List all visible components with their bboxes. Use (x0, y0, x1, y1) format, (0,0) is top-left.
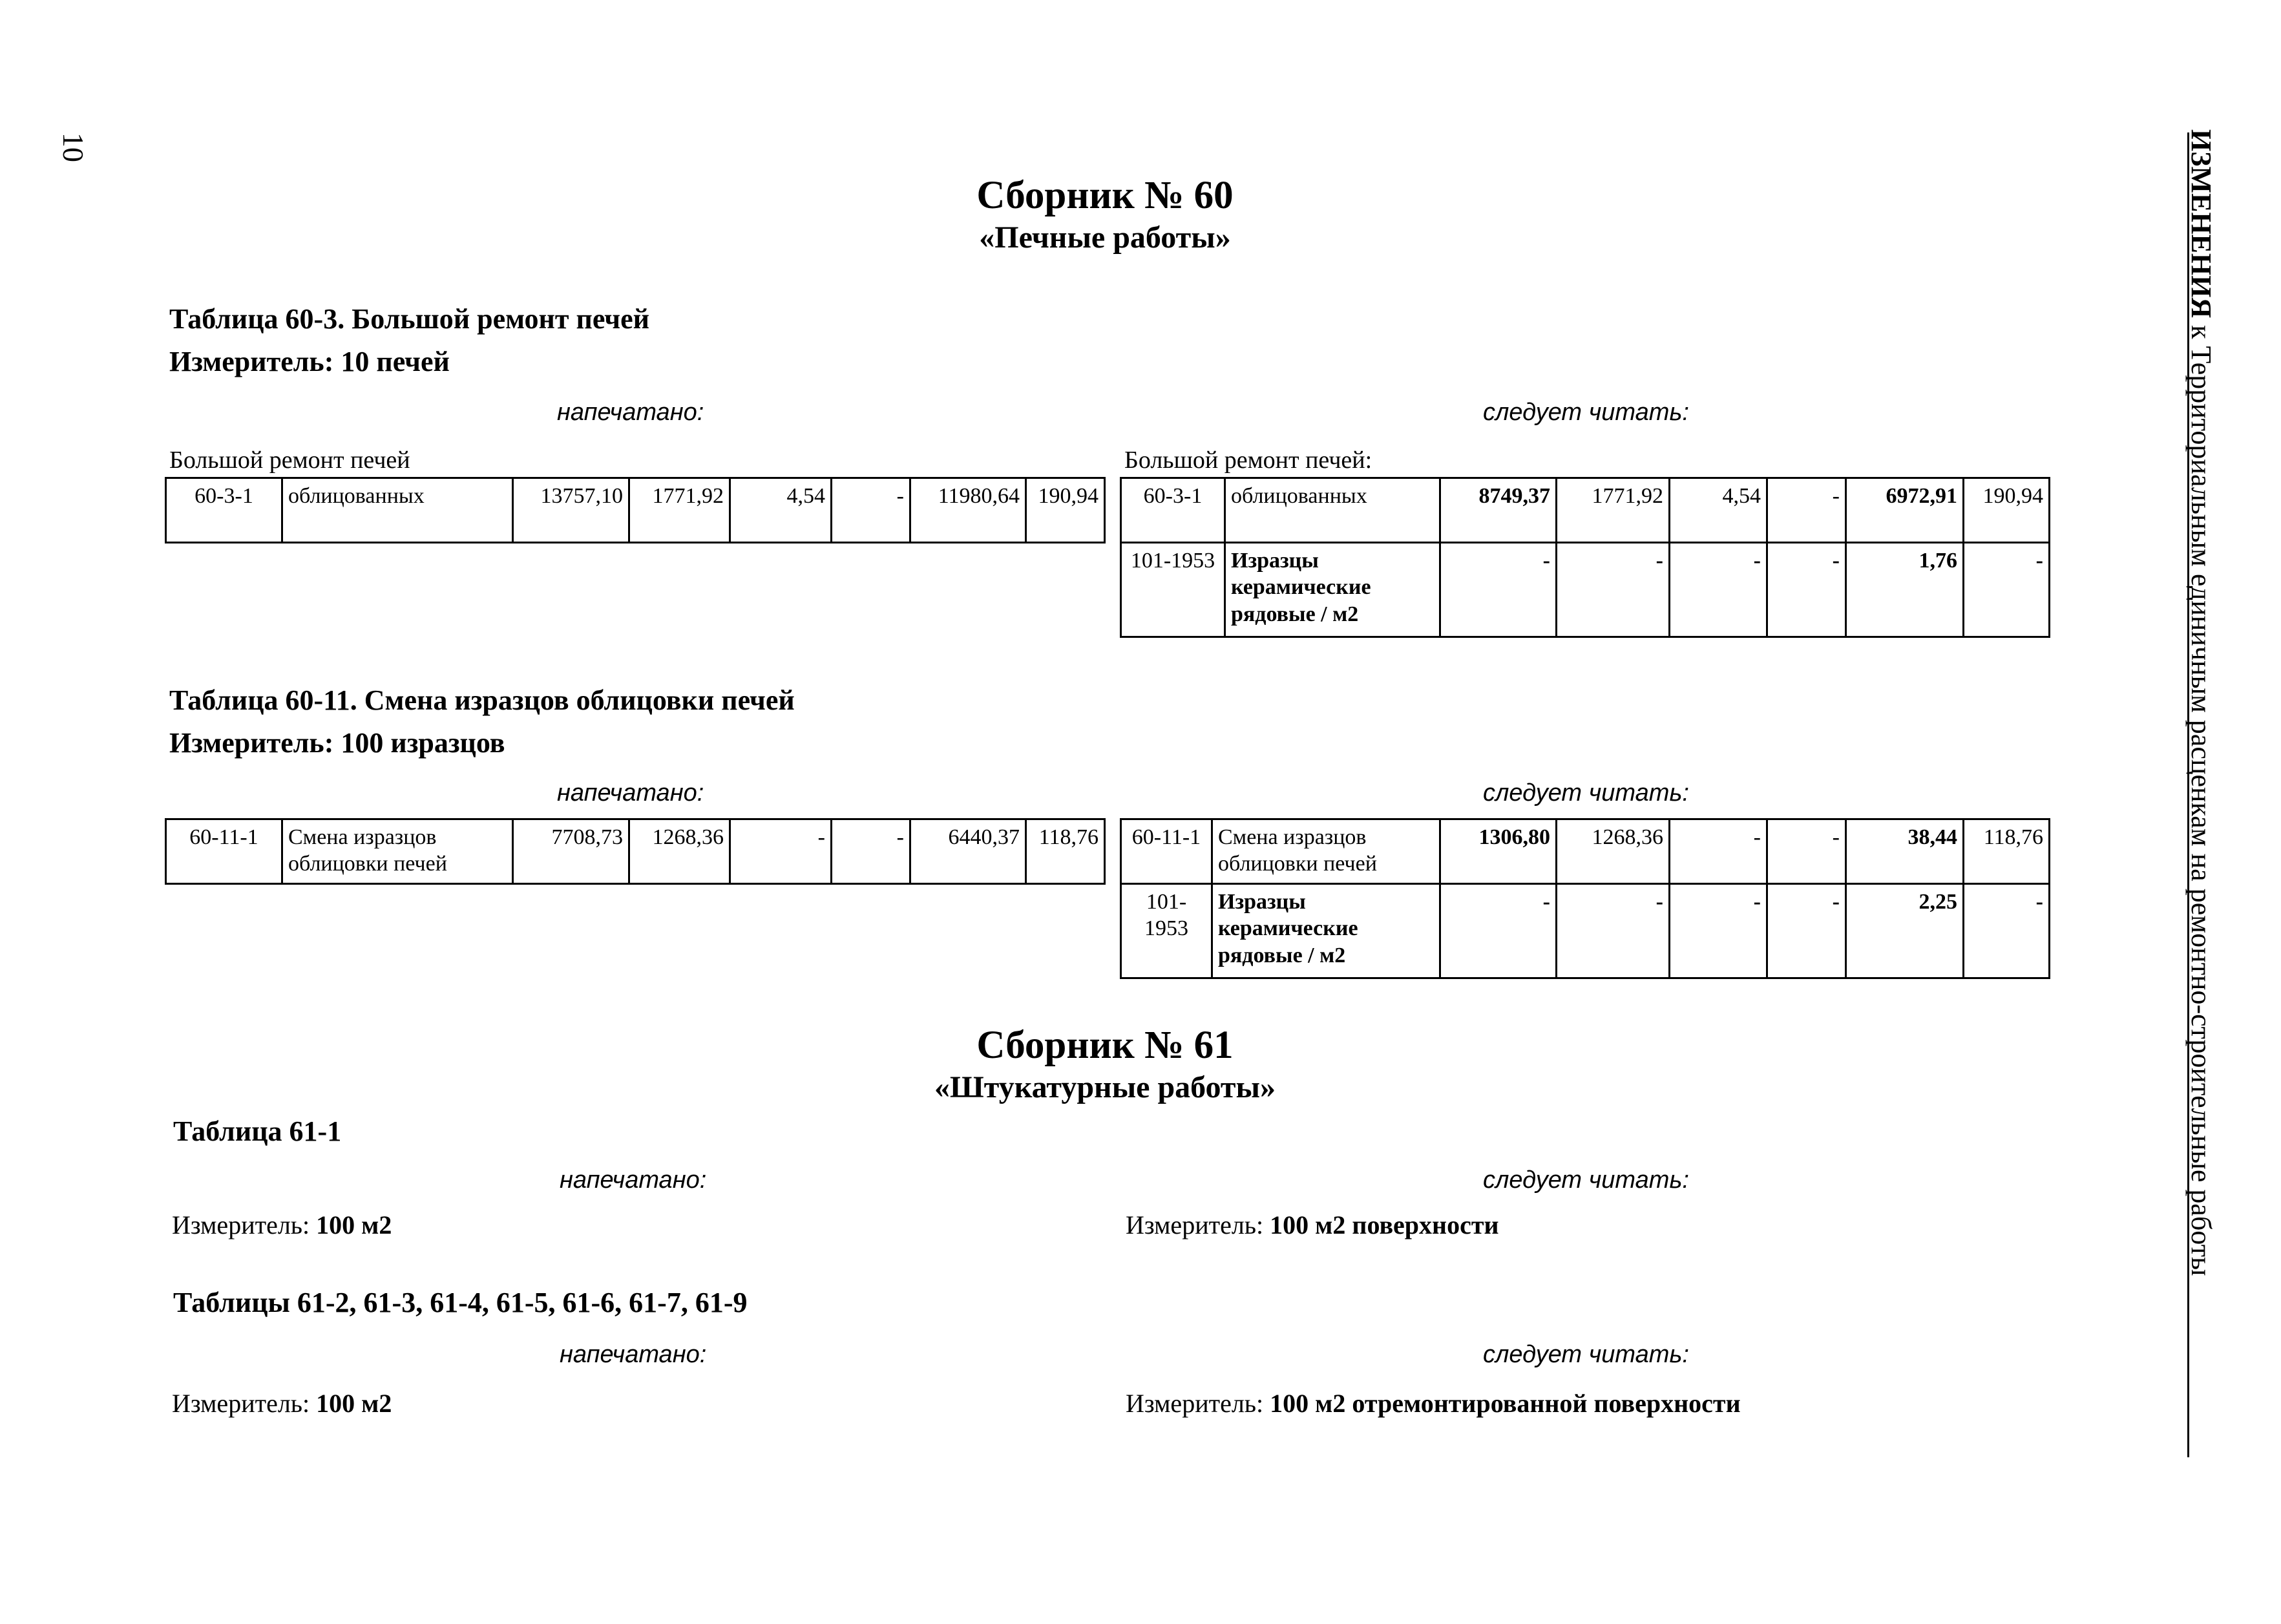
t60-11-should-read-label: следует читать: (1483, 779, 1689, 807)
cell-value: 118,76 (1964, 819, 2050, 884)
cell-name: Изразцы керамические рядовые / м2 (1212, 884, 1440, 978)
cell-value: - (1767, 543, 1846, 637)
t61-other-printed-measure-value: 100 м2 (316, 1389, 392, 1418)
cell-value: - (1767, 478, 1846, 543)
side-header-bold: ИЗМЕНЕНИЯ (2185, 129, 2217, 319)
cell-value: 11980,64 (910, 478, 1026, 543)
cell-name: Смена изразцов облицовки печей (282, 819, 513, 884)
cell-value: - (1557, 543, 1670, 637)
section60-title: Сборник № 60 (976, 174, 1234, 217)
cell-value: 4,54 (730, 478, 832, 543)
cell-value: 1771,92 (629, 478, 730, 543)
table-row (1121, 478, 2050, 543)
cell-value: - (832, 819, 910, 884)
t61-other-corrected-measure-value: 100 м2 отремонтированной поверхности (1270, 1389, 1741, 1418)
cell-value: 2,25 (1846, 884, 1964, 978)
cell-value: - (832, 478, 910, 543)
t60-3-printed-label: напечатано: (557, 399, 704, 426)
t61-1-caption: Таблица 61-1 (173, 1115, 342, 1147)
t61-other-should-read-label: следует читать: (1483, 1341, 1689, 1368)
t60-3-corrected-table (1120, 477, 2050, 638)
t60-3-left-header: Большой ремонт печей (169, 447, 410, 474)
cell-value: - (1670, 884, 1767, 978)
cell-value: - (1964, 543, 2050, 637)
cell-value: 7708,73 (513, 819, 629, 884)
section61-title: Сборник № 61 (976, 1024, 1234, 1067)
t61-other-printed-measure-label: Измеритель: (172, 1389, 310, 1418)
cell-name: Смена изразцов облицовки печей (1212, 819, 1440, 884)
t60-3-should-read-label: следует читать: (1483, 399, 1689, 426)
cell-value: 6440,37 (910, 819, 1026, 884)
cell-value: 4,54 (1670, 478, 1767, 543)
cell-name: Изразцы керамические рядовые / м2 (1225, 543, 1440, 637)
t60-11-printed-label: напечатано: (557, 779, 704, 807)
cell-name: облицованных (1225, 478, 1440, 543)
cell-value: 6972,91 (1846, 478, 1964, 543)
side-divider (2187, 132, 2189, 1457)
cell-value: - (1670, 819, 1767, 884)
cell-value: 190,94 (1964, 478, 2050, 543)
cell-code: 60-3-1 (166, 478, 282, 543)
cell-value: 190,94 (1026, 478, 1105, 543)
t61-1-corrected-measure-label: Измеритель: (1126, 1210, 1264, 1239)
cell-value: 118,76 (1026, 819, 1105, 884)
t60-3-printed-table (165, 477, 1106, 543)
t61-1-corrected-measure (1126, 1210, 1499, 1240)
section60-subtitle: «Печные работы» (979, 220, 1231, 255)
t60-11-measure: Измеритель: 100 изразцов (169, 727, 505, 759)
section61-subtitle: «Штукатурные работы» (934, 1070, 1276, 1104)
t61-1-printed-measure-label: Измеритель: (172, 1210, 310, 1239)
t60-3-measure: Измеритель: 10 печей (169, 346, 450, 377)
side-header-rest: к Территориальным единичным расценкам на ремонтно-строительные работы (2185, 318, 2217, 1276)
page-number: 10 (57, 132, 90, 162)
side-header (2185, 129, 2218, 1276)
table-row (1121, 819, 2050, 884)
cell-value: 1268,36 (629, 819, 730, 884)
cell-value: - (730, 819, 832, 884)
t61-other-printed-label: напечатано: (560, 1341, 707, 1368)
cell-value: 13757,10 (513, 478, 629, 543)
table-row (166, 478, 1105, 543)
t61-other-corrected-measure-label: Измеритель: (1126, 1389, 1264, 1418)
cell-code: 60-3-1 (1121, 478, 1225, 543)
cell-value: - (1670, 543, 1767, 637)
cell-code: 101-1953 (1121, 543, 1225, 637)
t60-11-printed-table (165, 818, 1106, 885)
cell-value: - (1767, 884, 1846, 978)
cell-value: - (1440, 543, 1557, 637)
cell-value: 1,76 (1846, 543, 1964, 637)
t60-3-right-header: Большой ремонт печей: (1124, 447, 1372, 474)
cell-code: 60-11-1 (166, 819, 282, 884)
t61-1-printed-measure-value: 100 м2 (316, 1210, 392, 1239)
cell-value: 1306,80 (1440, 819, 1557, 884)
t61-1-corrected-measure-value: 100 м2 поверхности (1270, 1210, 1499, 1239)
t60-11-corrected-table (1120, 818, 2050, 979)
cell-value: - (1557, 884, 1670, 978)
cell-code: 60-11-1 (1121, 819, 1212, 884)
table-row (166, 819, 1105, 884)
cell-value: 1268,36 (1557, 819, 1670, 884)
t61-other-caption: Таблицы 61-2, 61-3, 61-4, 61-5, 61-6, 61-7, 61-9 (173, 1287, 748, 1318)
table-row (1121, 543, 2050, 637)
t61-1-printed-measure (172, 1210, 392, 1240)
cell-value: 1771,92 (1557, 478, 1670, 543)
t61-other-printed-measure (172, 1388, 392, 1418)
cell-value: 38,44 (1846, 819, 1964, 884)
t60-3-caption: Таблица 60-3. Большой ремонт печей (169, 303, 649, 335)
t61-other-corrected-measure (1126, 1388, 1741, 1418)
t61-1-printed-label: напечатано: (560, 1166, 707, 1194)
table-row (1121, 884, 2050, 978)
t61-1-should-read-label: следует читать: (1483, 1166, 1689, 1194)
cell-code: 101-1953 (1121, 884, 1212, 978)
cell-name: облицованных (282, 478, 513, 543)
t60-11-caption: Таблица 60-11. Смена изразцов облицовки печей (169, 684, 795, 716)
cell-value: 8749,37 (1440, 478, 1557, 543)
cell-value: - (1440, 884, 1557, 978)
cell-value: - (1964, 884, 2050, 978)
cell-value: - (1767, 819, 1846, 884)
